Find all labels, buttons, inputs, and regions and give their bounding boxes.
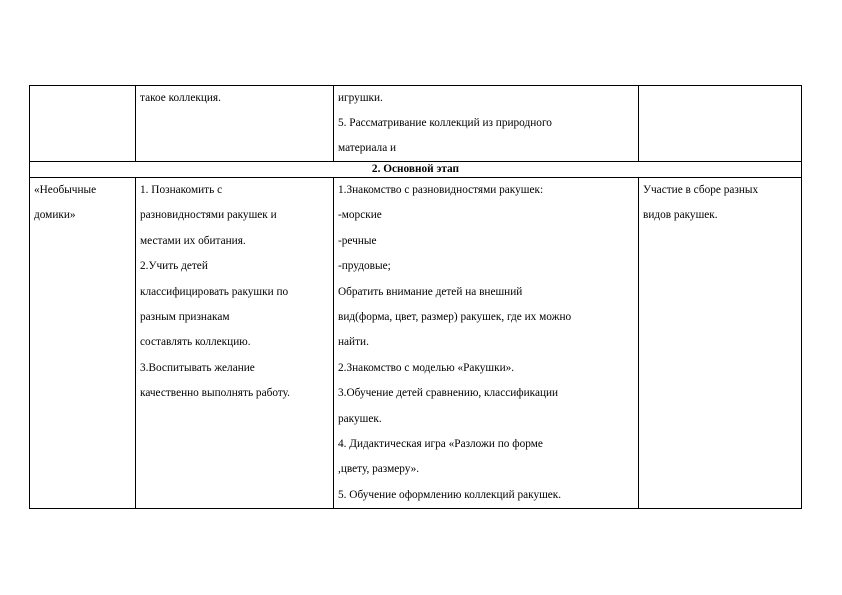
- cell-text-line: классифицировать ракушки по: [140, 285, 289, 298]
- cell-topic: [30, 178, 136, 509]
- table-row-continued: [30, 86, 802, 162]
- cell-text-line: -речные: [338, 234, 377, 247]
- cell-text-line: 2.Знакомство с моделью «Ракушки».: [338, 361, 515, 374]
- cell-text-line: такое коллекция.: [140, 92, 221, 104]
- cell-text-line: «Необычные: [34, 184, 97, 196]
- cell-text-line: разным признакам: [140, 311, 230, 324]
- cell-text-line: игрушки.: [338, 92, 383, 104]
- cell-text-line: качественно выполнять работу.: [140, 387, 290, 400]
- cell-text-line: 1.Знакомство с разновидностями ракушек:: [338, 184, 544, 196]
- cell-text-line: 3.Воспитывать желание: [140, 361, 255, 374]
- cell-content: [334, 86, 639, 162]
- cell-text-line: 3.Обучение детей сравнению, классификации: [338, 387, 559, 400]
- cell-text-line: 5. Обучение оформлению коллекций ракушек.: [338, 488, 562, 501]
- cell-goals: [136, 86, 334, 162]
- cell-text-line: местами их обитания.: [140, 234, 246, 247]
- cell-text-line: вид(форма, цвет, размер) ракушек, где их можно: [338, 311, 572, 324]
- cell-text-line: разновидностями ракушек и: [140, 209, 277, 222]
- cell-goals: [136, 178, 334, 509]
- cell-parents: [639, 86, 802, 162]
- stage-title: 2. Основной этап: [30, 162, 802, 178]
- table-row-stage-heading: [30, 162, 802, 178]
- cell-content: [334, 178, 639, 509]
- cell-parents: [639, 178, 802, 509]
- cell-text-line: -прудовые;: [338, 260, 391, 273]
- cell-text-line: 5. Рассматривание коллекций из природного: [338, 117, 552, 129]
- cell-text-line: -морские: [338, 209, 382, 222]
- cell-text-line: ,цвету, размеру».: [338, 463, 420, 476]
- cell-topic: [30, 86, 136, 162]
- cell-text-line: ракушек.: [338, 412, 382, 425]
- cell-text-line: домики»: [34, 209, 76, 222]
- cell-text-line: материала и: [338, 142, 397, 154]
- cell-text-line: найти.: [338, 336, 369, 349]
- cell-text-line: 1. Познакомить с: [140, 184, 223, 196]
- cell-text-line: видов ракушек.: [643, 209, 718, 222]
- table-row-main: [30, 178, 802, 509]
- cell-text-line: 2.Учить детей: [140, 260, 208, 273]
- cell-text-line: составлять коллекцию.: [140, 336, 251, 349]
- cell-text-line: Обратить внимание детей на внешний: [338, 285, 523, 298]
- cell-text-line: Участие в сборе разных: [643, 184, 759, 196]
- lesson-plan-table: [29, 85, 802, 509]
- cell-text-line: 4. Дидактическая игра «Разложи по форме: [338, 438, 543, 451]
